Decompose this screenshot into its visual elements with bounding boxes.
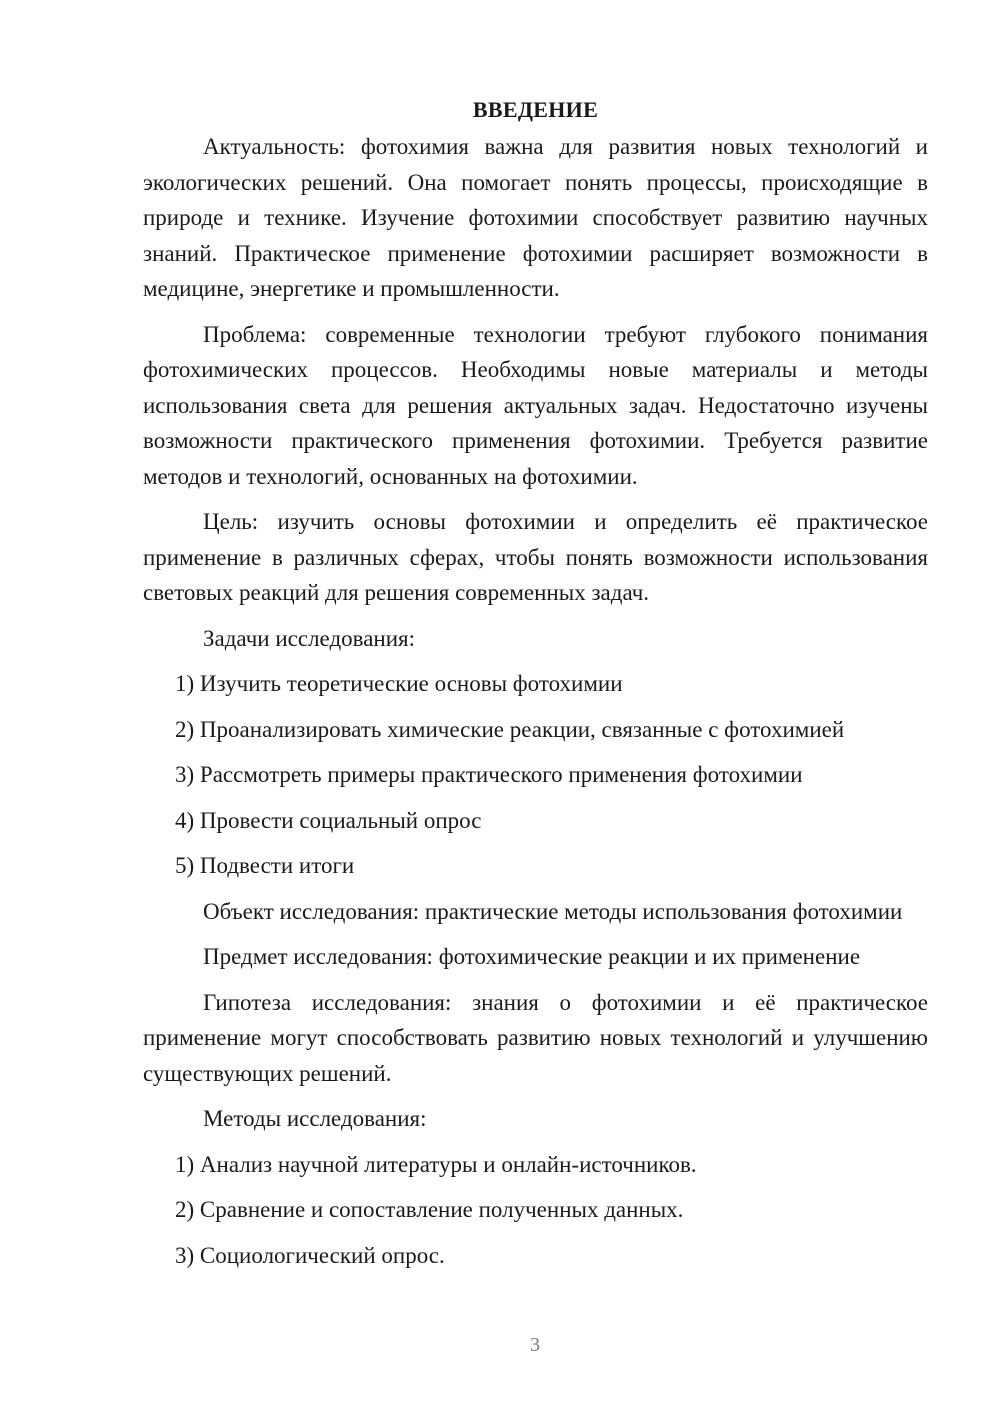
list-item: 4) Провести социальный опрос <box>175 807 482 833</box>
object-paragraph: Объект исследования: практические методы использования фотохимии <box>203 898 903 924</box>
tasks-heading: Задачи исследования: <box>203 625 416 651</box>
list-item: 1) Анализ научной литературы и онлайн-источников. <box>175 1151 697 1177</box>
methods-heading: Методы исследования: <box>203 1106 427 1131</box>
problem-paragraph: Проблема: современные технологии требуют глубокого понимания фотохимических процессов. Необходимы новые материалы и методы использования света для решения актуальных задач. Недостаточно изучены возможности практического применения фотохимии. Требуется развитие методов и технологий, основанных на фотохимии. <box>143 321 928 489</box>
list-item: 3) Рассмотреть примеры практического применения фотохимии <box>175 762 803 787</box>
goal-paragraph: Цель: изучить основы фотохимии и определить её практическое применение в различных сферах, чтобы понять возможности использования световых реакций для решения современных задач. <box>143 509 928 605</box>
list-item: 2) Проанализировать химические реакции, связанные с фотохимией <box>175 716 845 742</box>
hypothesis-paragraph: Гипотеза исследования: знания о фотохимии и её практическое применение могут способствовать развитию новых технологий и улучшению существующих решений. <box>143 989 928 1086</box>
subject-paragraph: Предмет исследования: фотохимические реакции и их применение <box>203 944 861 969</box>
list-item: 3) Социологический опрос. <box>175 1242 445 1268</box>
page-number: 3 <box>530 1334 540 1356</box>
list-item: 2) Сравнение и сопоставление полученных данных. <box>175 1197 684 1222</box>
section-title: ВВЕДЕНИЕ <box>472 97 599 122</box>
list-item: 5) Подвести итоги <box>175 853 355 878</box>
list-item: 1) Изучить теоретические основы фотохимии <box>175 671 623 696</box>
relevance-paragraph: Актуальность: фотохимия важна для развития новых технологий и экологических решений. Она помогает понять процессы, происходящие в природе и технике. Изучение фотохимии способствует развитию научных знаний. Практическое применение фотохимии расширяет возможности в медицине, энергетике и промышленности. <box>143 134 928 301</box>
document-page <box>143 92 928 1283</box>
